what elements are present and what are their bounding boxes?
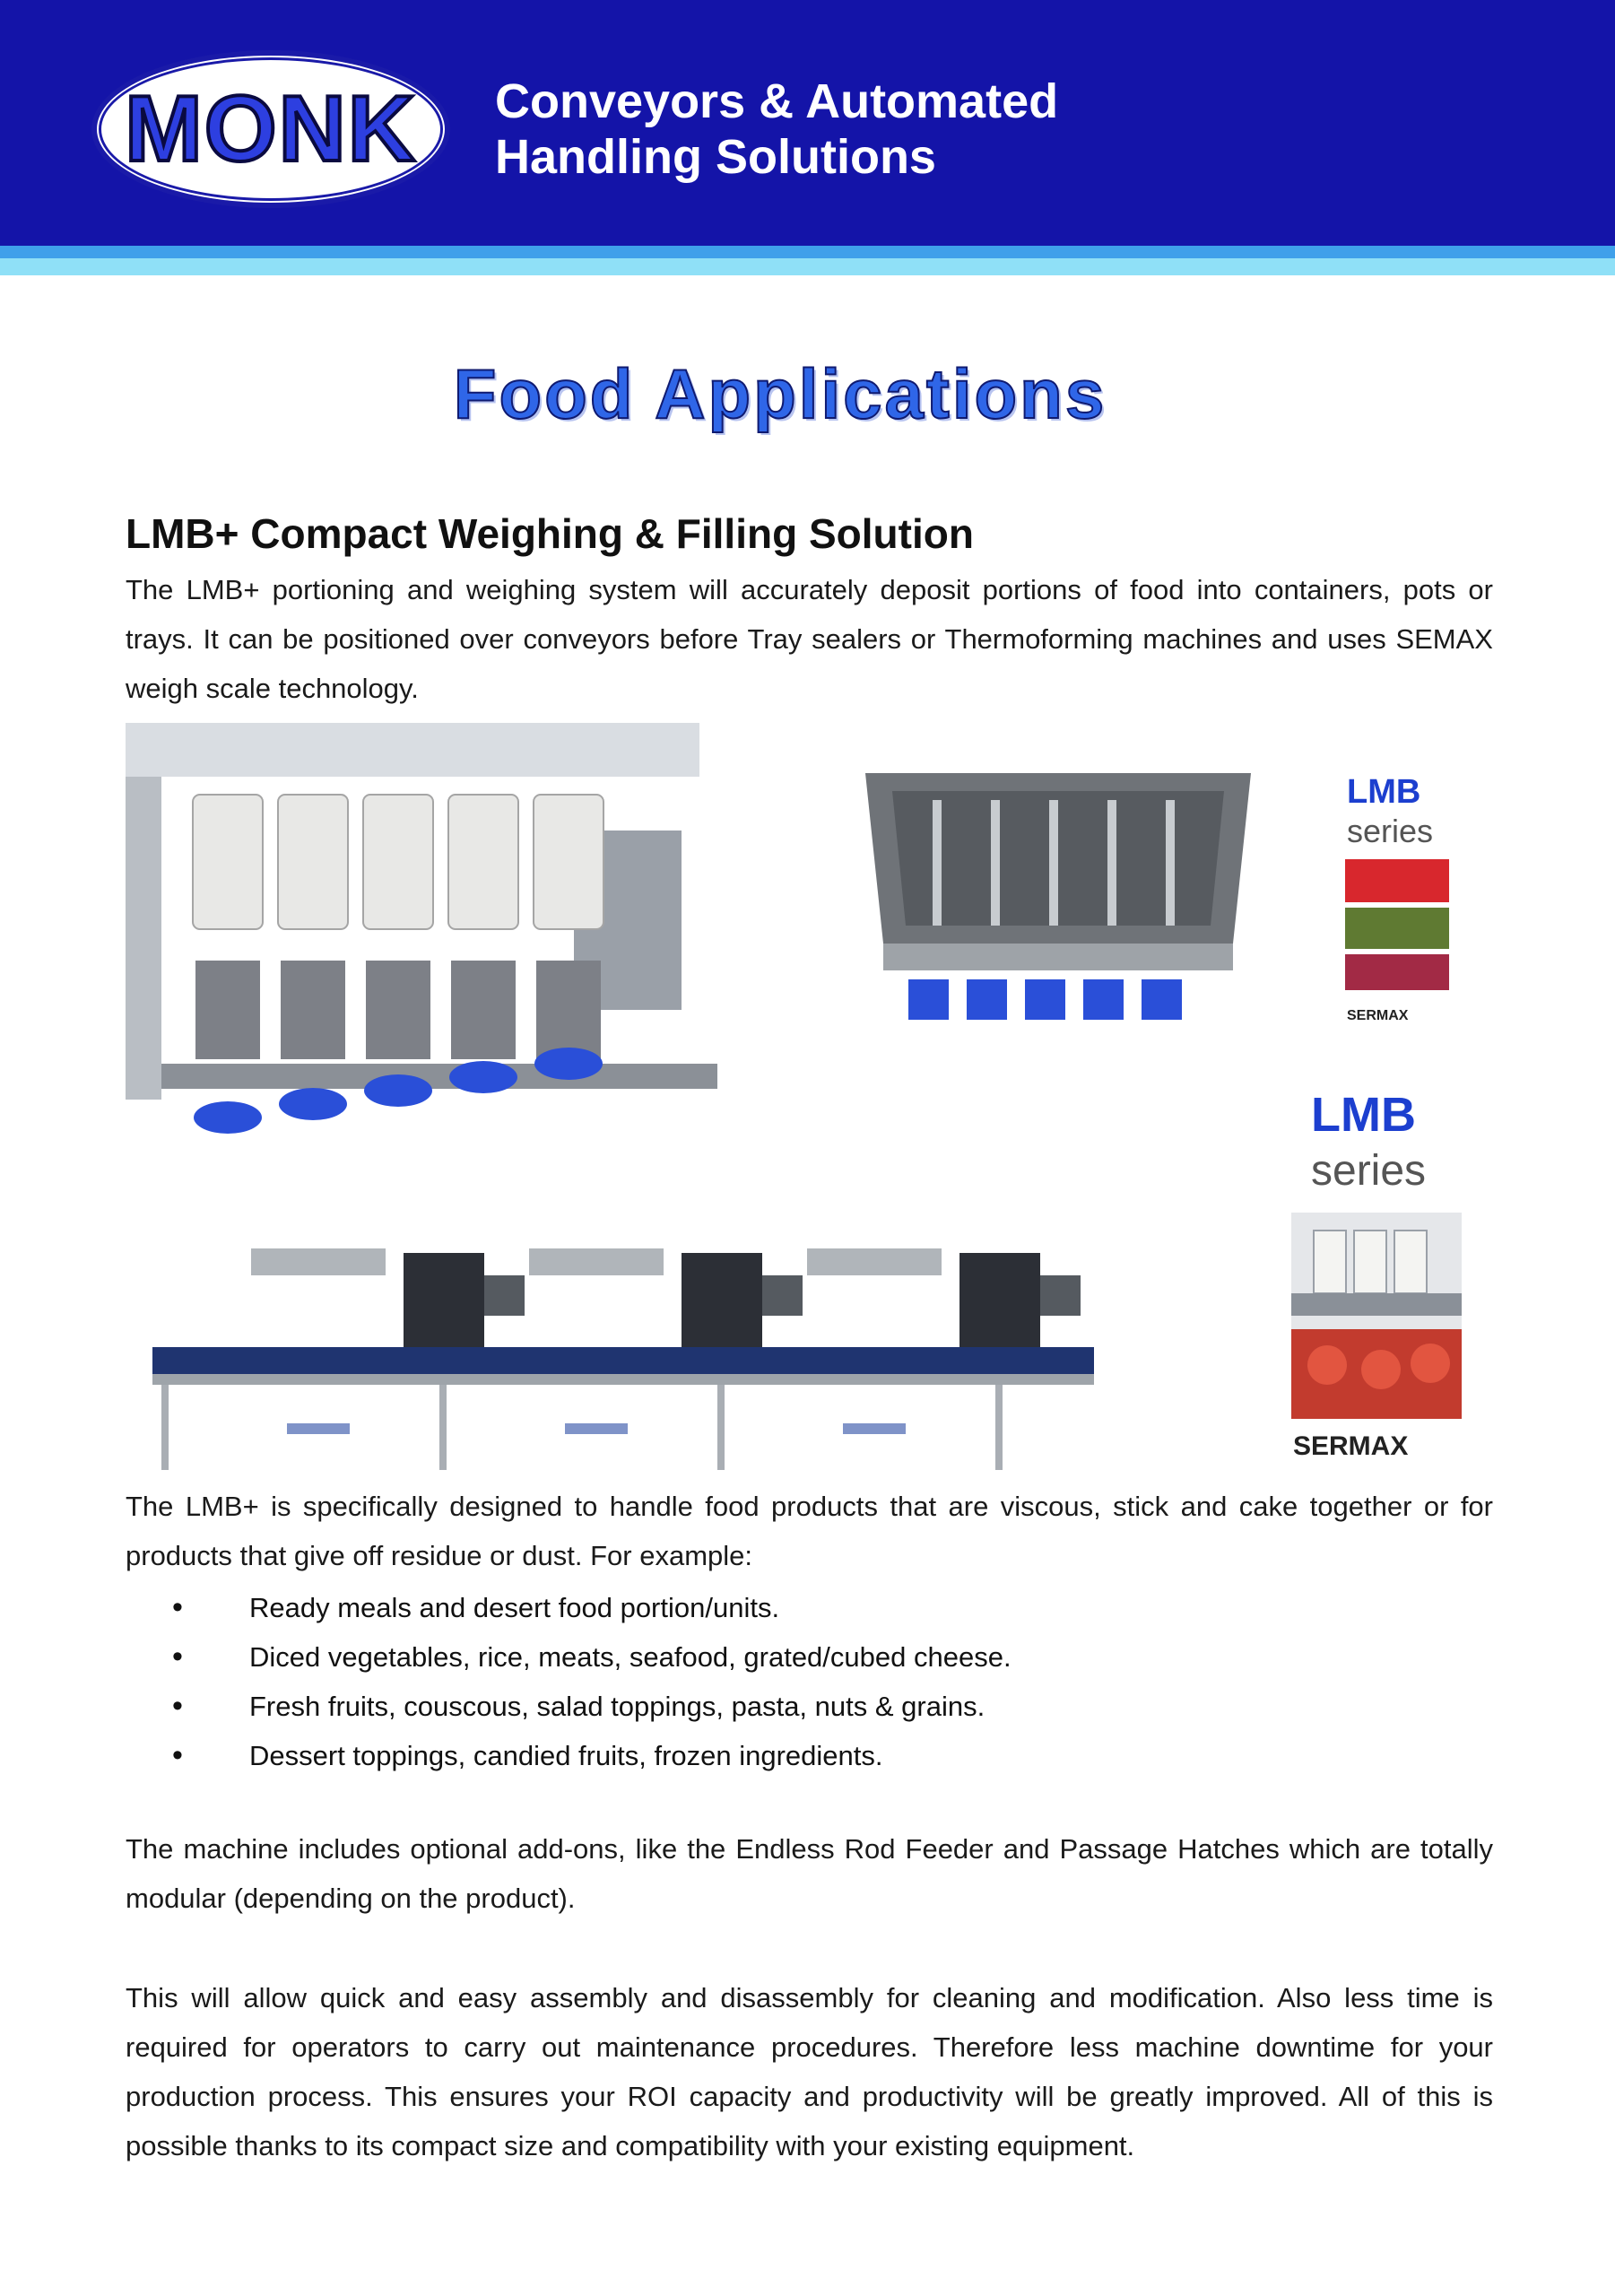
list-item-text: Dessert toppings, candied fruits, frozen ingredients. <box>249 1740 883 1771</box>
bullet-icon: • <box>172 1689 183 1723</box>
designed-for-paragraph: The LMB+ is specifically designed to handle food products that are viscous, stick and cake together or for products that give off residue or dust. For example: <box>126 1491 1493 1571</box>
brochure-2-brand: LMB <box>1311 1088 1416 1142</box>
tagline-line-2: Handling Solutions <box>495 130 936 184</box>
bullet-icon: • <box>172 1639 183 1674</box>
header-stripe-cyan <box>0 258 1615 275</box>
brochure-2-photo <box>1291 1213 1462 1419</box>
brochure-1-series: series <box>1347 813 1434 849</box>
list-item <box>126 1731 1493 1780</box>
list-item-text: Fresh fruits, couscous, salad toppings, pasta, nuts & grains. <box>249 1691 985 1722</box>
brochure-1-food-photos <box>1345 859 1449 999</box>
addons-paragraph: The machine includes optional add-ons, like the Endless Rod Feeder and Passage Hatches which are totally modular (depending on the product). <box>126 1833 1493 1914</box>
bullet-icon: • <box>172 1590 183 1624</box>
brochure-2-maker: SERMAX <box>1293 1431 1409 1461</box>
tagline-line-1: Conveyors & Automated <box>495 74 1059 128</box>
filler-machine-photo <box>126 723 753 1146</box>
list-item-text: Ready meals and desert food portion/units. <box>249 1592 780 1623</box>
page-title: Food Applications <box>453 354 1107 433</box>
conveyor-line-photo <box>143 1231 1094 1473</box>
company-logo: MONK <box>125 77 417 181</box>
brochure-1-maker: SERMAX <box>1347 1008 1409 1023</box>
intro-paragraph: The LMB+ portioning and weighing system will accurately deposit portions of food into containers, pots or trays. It can be positioned over conveyors before Tray sealers or Thermoforming machines and uses SEMAX weigh scale technology. <box>126 574 1493 704</box>
bullet-icon: • <box>172 1738 183 1772</box>
brochure-1-brand: LMB <box>1347 773 1421 811</box>
company-tagline <box>495 74 1058 185</box>
list-item <box>126 1632 1493 1682</box>
brochure-2-series: series <box>1311 1147 1427 1195</box>
list-item <box>126 1583 1493 1632</box>
section-subtitle: LMB+ Compact Weighing & Filling Solution <box>126 510 974 557</box>
list-item <box>126 1682 1493 1731</box>
benefits-paragraph: This will allow quick and easy assembly and disassembly for cleaning and modification. Also less time is required for operators to carry out maintenance procedures. Therefore less machine downtime for your production process. This ensures your ROI capacity and productivity will be greatly improved. All of this is possible thanks to its compact size and compatibility with your existing equipment. <box>126 1982 1493 2161</box>
examples-list <box>126 1583 1493 1780</box>
hopper-photo <box>838 773 1278 1042</box>
header-stripe-blue <box>0 246 1615 258</box>
list-item-text: Diced vegetables, rice, meats, seafood, grated/cubed cheese. <box>249 1641 1012 1673</box>
